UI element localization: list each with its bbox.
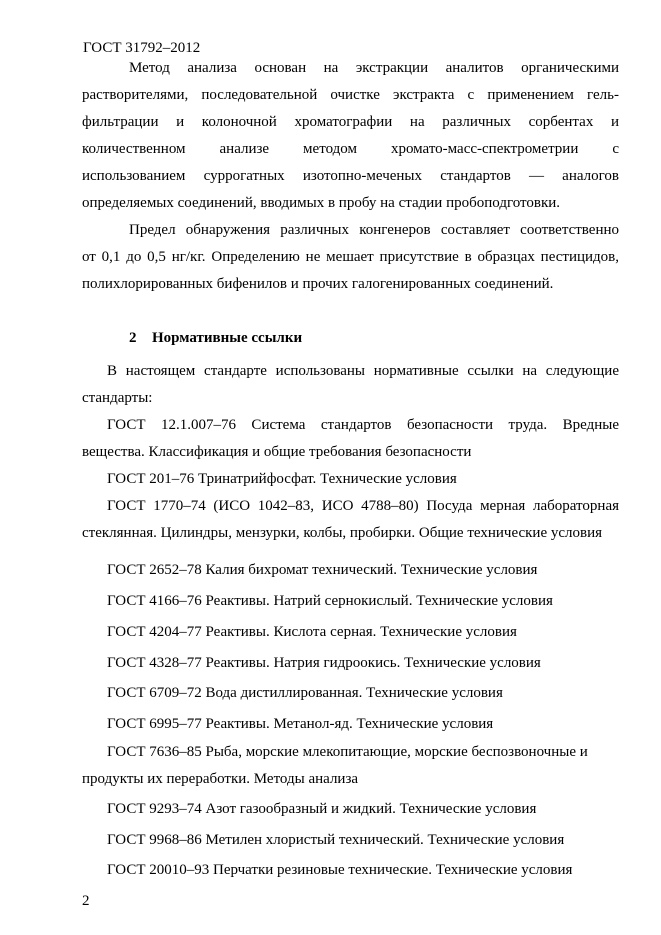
reference-item-continuation: вещества. Классификация и общие требования безопасности	[82, 444, 472, 460]
page-number: 2	[82, 893, 90, 909]
reference-item: ГОСТ 9293–74 Азот газообразный и жидкий. Технические условия	[107, 801, 537, 817]
reference-item: ГОСТ 4204–77 Реактивы. Кислота серная. Технические условия	[107, 624, 517, 640]
intro-p1-line-3: фильтрации и колоночной хроматографии на различных сорбентах и	[82, 114, 619, 130]
reference-item: ГОСТ 9968–86 Метилен хлористый технический. Технические условия	[107, 832, 565, 848]
section-2-title: Нормативные ссылки	[152, 330, 303, 346]
reference-item: ГОСТ 4328–77 Реактивы. Натрия гидроокись. Технические условия	[107, 655, 541, 671]
intro-p1-line-2: растворителями, последовательной очистке экстракта с применением гель-	[82, 87, 619, 103]
reference-item: ГОСТ 1770–74 (ИСО 1042–83, ИСО 4788–80) Посуда мерная лабораторная	[107, 498, 619, 514]
section-2-number: 2	[129, 330, 137, 346]
section-2-intro-line-2: стандарты:	[82, 390, 153, 406]
reference-item: ГОСТ 12.1.007–76 Система стандартов безопасности труда. Вредные	[107, 417, 619, 433]
intro-p2-line-1: Предел обнаружения различных конгенеров составляет соответственно	[129, 222, 619, 238]
intro-p1-line-4: количественном анализе методом хромато-масс-спектрометрии с	[82, 141, 619, 157]
reference-item: ГОСТ 2652–78 Калия бихромат технический. Технические условия	[107, 562, 538, 578]
reference-item-continuation: продукты их переработки. Методы анализа	[82, 771, 359, 787]
reference-item: ГОСТ 20010–93 Перчатки резиновые технические. Технические условия	[107, 862, 573, 878]
reference-item: ГОСТ 6709–72 Вода дистиллированная. Технические условия	[107, 685, 503, 701]
reference-item: ГОСТ 6995–77 Реактивы. Метанол-яд. Технические условия	[107, 716, 494, 732]
reference-item-continuation: стеклянная. Цилиндры, мензурки, колбы, пробирки. Общие технические условия	[82, 525, 603, 541]
reference-item: ГОСТ 4166–76 Реактивы. Натрий сернокислый. Технические условия	[107, 593, 553, 609]
intro-p1-line-5: использованием суррогатных изотопно-меченых стандартов — аналогов	[82, 168, 619, 184]
intro-p1-line-1: Метод анализа основан на экстракции аналитов органическими	[129, 60, 619, 76]
reference-item: ГОСТ 7636–85 Рыба, морские млекопитающие, морские беспозвоночные и	[107, 744, 588, 760]
section-2-intro-line-1: В настоящем стандарте использованы нормативные ссылки на следующие	[107, 363, 619, 379]
intro-p1-line-6: определяемых соединений, вводимых в пробу на стадии пробоподготовки.	[82, 195, 561, 211]
intro-p2-line-2: от 0,1 до 0,5 нг/кг. Определению не мешает присутствие в образцах пестицидов,	[82, 249, 619, 265]
standard-code-header: ГОСТ 31792–2012	[83, 40, 201, 56]
reference-item: ГОСТ 201–76 Тринатрийфосфат. Технические условия	[107, 471, 457, 487]
intro-p2-line-3: полихлорированных бифенилов и прочих галогенированных соединений.	[82, 276, 554, 292]
